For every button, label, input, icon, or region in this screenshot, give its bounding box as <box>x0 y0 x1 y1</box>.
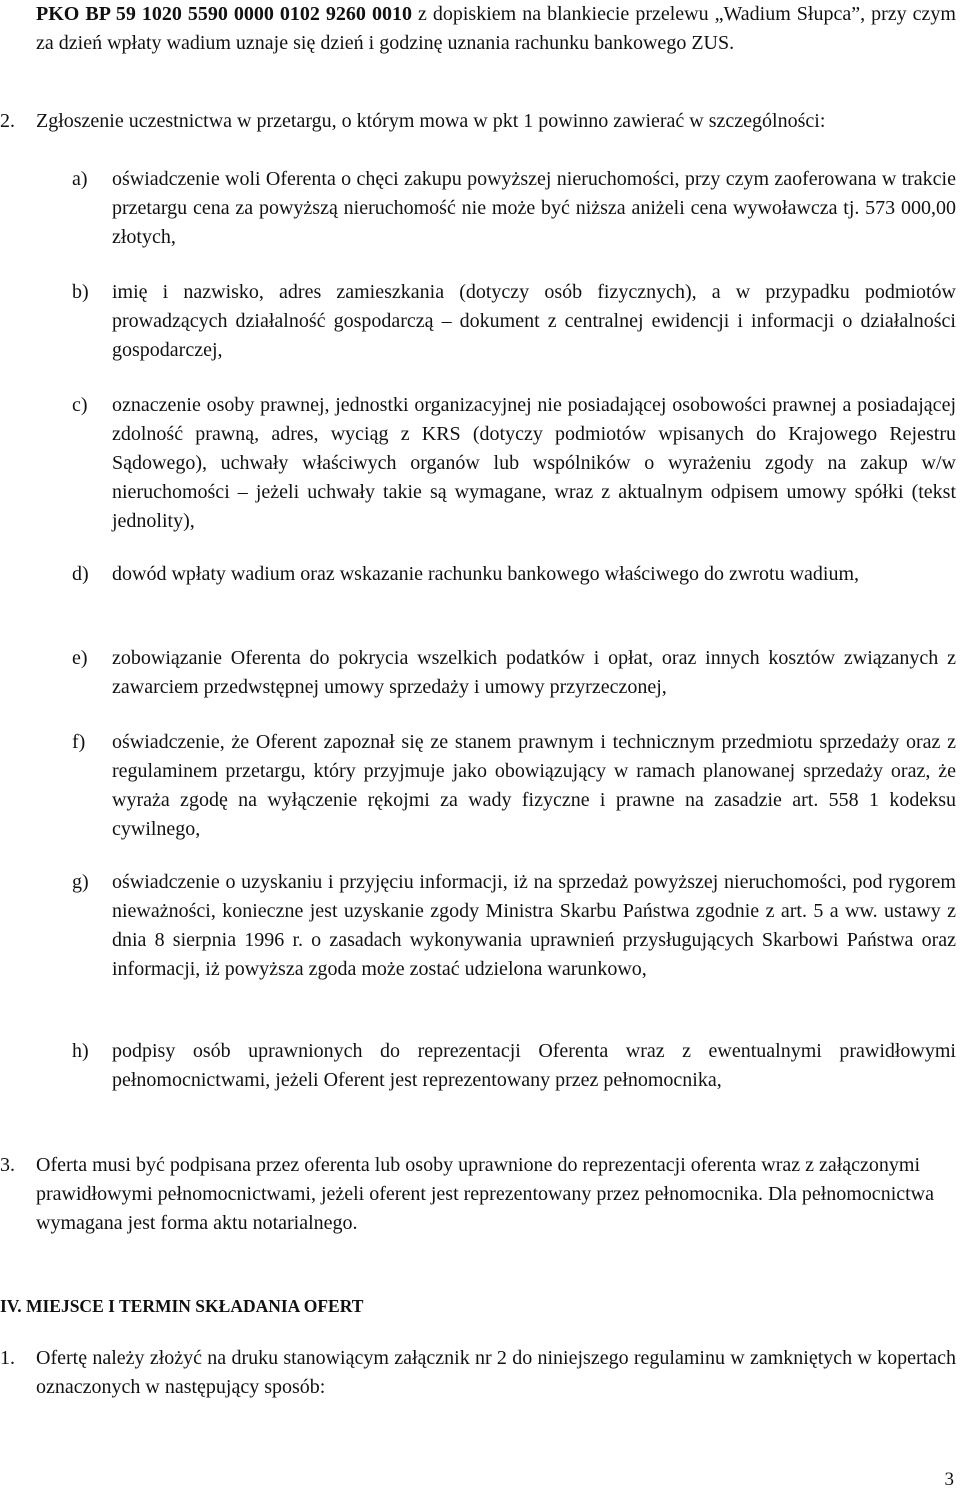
item-letter: d) <box>72 563 89 585</box>
point-2-number: 2. <box>0 110 15 132</box>
item-text: podpisy osób uprawnionych do reprezentacji Oferenta wraz z ewentualnymi prawidłowymi pełnomocnictwami, jeżeli Oferent jest reprezentowany przez pełnomocnika, <box>112 1040 956 1091</box>
list-item-a <box>72 165 956 252</box>
list-item-f <box>72 728 956 844</box>
list-item-c <box>72 391 956 536</box>
item-letter: a) <box>72 168 88 190</box>
point-3-number: 3. <box>0 1154 15 1176</box>
section-point-1-number: 1. <box>0 1347 15 1369</box>
intro-text: z dopiskiem na blankiecie przelewu „Wadium Słupca”, przy czym za dzień wpłaty wadium uznaje się dzień i godzinę uznania rachunku bankowego ZUS. <box>36 3 956 54</box>
page-number: 3 <box>944 1469 954 1490</box>
item-letter: c) <box>72 394 88 416</box>
item-text: oświadczenie o uzyskaniu i przyjęciu informacji, iż na sprzedaż powyższej nieruchomości, pod rygorem nieważności, konieczne jest uzyskanie zgody Ministra Skarbu Państwa zgodnie z art. 5 a ww. ustawy z dnia 8 sierpnia 1996 r. o zasadach wykonywania uprawnień przysługujących Skarbowi Państwa oraz informacji, iż powyższa zgoda może zostać udzielona warunkowo, <box>112 871 956 980</box>
section-heading: IV. MIEJSCE I TERMIN SKŁADANIA OFERT <box>0 1296 364 1316</box>
point-2-text: Zgłoszenie uczestnictwa w przetargu, o którym mowa w pkt 1 powinno zawierać w szczególności: <box>36 110 826 132</box>
list-item-d <box>72 560 956 589</box>
item-letter: e) <box>72 647 88 669</box>
section-point-1-text: Ofertę należy złożyć na druku stanowiącym załącznik nr 2 do niniejszego regulaminu w zamkniętych w kopertach oznaczonych w następujący sposób: <box>36 1347 956 1398</box>
item-text: oświadczenie, że Oferent zapoznał się ze stanem prawnym i technicznym przedmiotu sprzedaży oraz z regulaminem przetargu, który przyjmuje jako obowiązujący w ramach planowanej sprzedaży oraz, że wyraża zgodę na wyłączenie rękojmi za wady fizyczne i prawne na zasadzie art. 558 1 kodeksu cywilnego, <box>112 731 956 840</box>
item-text: dowód wpłaty wadium oraz wskazanie rachunku bankowego właściwego do zwrotu wadium, <box>112 563 860 585</box>
list-item-g <box>72 868 956 984</box>
bank-account-number: PKO BP 59 1020 5590 0000 0102 9260 0010 <box>36 3 412 25</box>
intro-paragraph <box>36 0 956 58</box>
item-letter: f) <box>72 731 86 753</box>
item-letter: h) <box>72 1040 89 1062</box>
list-item-b <box>72 278 956 365</box>
point-3 <box>0 1151 956 1238</box>
item-text: imię i nazwisko, adres zamieszkania (dotyczy osób fizycznych), a w przypadku podmiotów prowadzących działalność gospodarczą – dokument z centralnej ewidencji i informacji o działalności gospodarczej, <box>112 281 956 361</box>
item-text: oświadczenie woli Oferenta o chęci zakupu powyższej nieruchomości, przy czym zaoferowana w trakcie przetargu cena za powyższą nieruchomość nie może być niższa aniżeli cena wywoławcza tj. 573 000,00 złotych, <box>112 168 956 248</box>
item-text: zobowiązanie Oferenta do pokrycia wszelkich podatków i opłat, oraz innych kosztów związanych z zawarciem przedwstępnej umowy sprzedaży i umowy przyrzeczonej, <box>112 647 956 698</box>
item-letter: g) <box>72 871 89 893</box>
item-letter: b) <box>72 281 89 303</box>
point-2 <box>0 107 956 136</box>
section-point-1 <box>0 1344 956 1402</box>
item-text: oznaczenie osoby prawnej, jednostki organizacyjnej nie posiadającej osobowości prawnej a posiadającej zdolność prawną, adres, wyciąg z KRS (dotyczy podmiotów wpisanych do Krajowego Rejestru Sądowego), uchwały właściwych organów lub wspólników o wyrażeniu zgody na zakup w/w nieruchomości – jeżeli uchwały takie są wymagane, wraz z aktualnym odpisem umowy spółki (tekst jednolity), <box>112 394 956 532</box>
list-item-e <box>72 644 956 702</box>
list-item-h <box>72 1037 956 1095</box>
point-3-text: Oferta musi być podpisana przez oferenta lub osoby uprawnione do reprezentacji oferenta wraz z załączonymi prawidłowymi pełnomocnictwami, jeżeli oferent jest reprezentowany przez pełnomocnika. Dla pełnomocnictwa wymagana jest forma aktu notarialnego. <box>36 1154 934 1234</box>
